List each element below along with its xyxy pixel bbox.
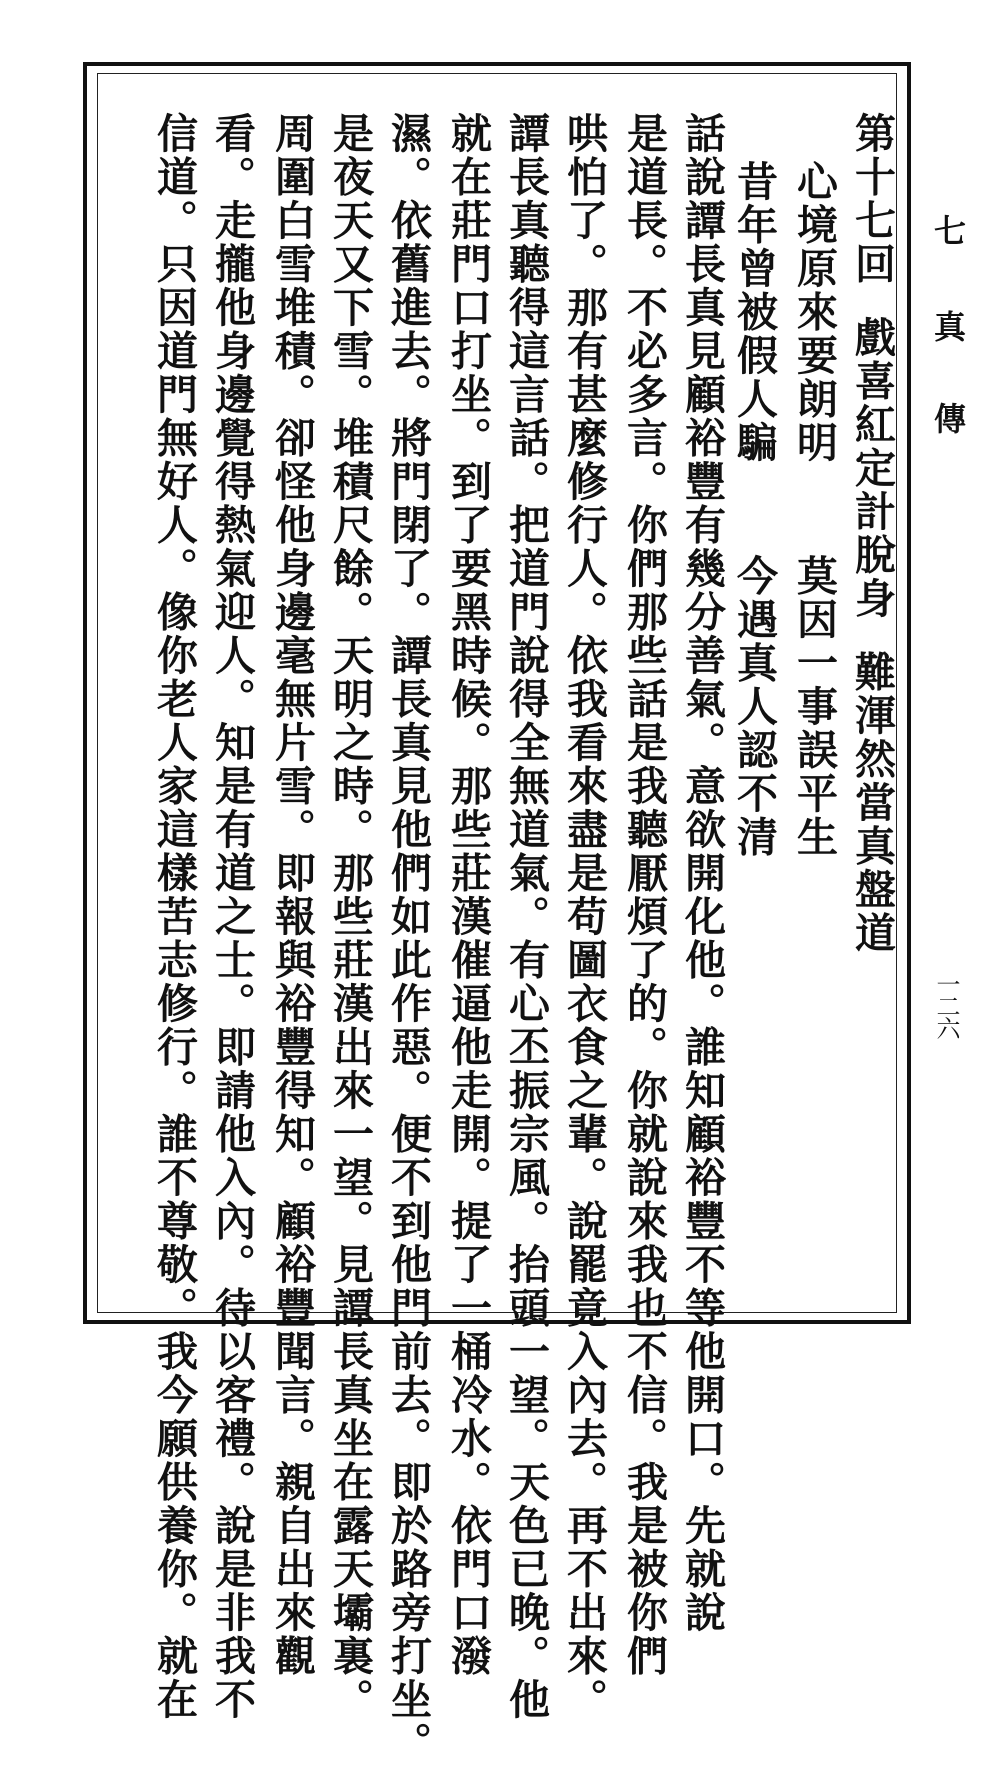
poem-line-3: 昔年曾被假人騙 [730,160,778,465]
chapter-number: 第十七回 [848,112,896,286]
chapter-title-b: 難渾然當真盤道 [848,650,896,955]
body-column: 濕。依舊進去。將門閉了。譚長真見他們如此作惡。便不到他門前去。即於路旁打坐。 [384,112,432,1765]
poem-line-1: 心境原來要朗明 [790,160,838,465]
body-column: 信道。只因道門無好人。像你老人家這樣苦志修行。誰不尊敬。我今願供養你。就在 [150,112,198,1722]
chapter-heading [844,112,900,955]
margin-label-3: 傳 [929,402,967,434]
margin-label-2: 真 [929,310,967,342]
margin-label-1: 七 [929,214,967,246]
body-column: 話說譚長真見顧裕豐有幾分善氣。意欲開化他。誰知顧裕豐不等他開口。先就說 [678,112,726,1635]
body-column: 看。走攏他身邊覺得熱氣迎人。知是有道之士。即請他入內。待以客禮。說是非我不 [208,112,256,1722]
poem-line-4: 今遇真人認不清 [730,554,778,859]
body-column: 是夜天又下雪。堆積尺餘。天明之時。那些莊漢出來一望。見譚長真坐在露天壩裏。 [326,112,374,1722]
body-column: 是道長。不必多言。你們那些話是我聽厭煩了的。你就說來我也不信。我是被你們 [620,112,668,1678]
body-column: 就在莊門口打坐。到了要黑時候。那些莊漢催逼他走開。提了一桶冷水。依門口潑 [444,112,492,1678]
page-number: 一二六 [932,972,960,1038]
chapter-title-a: 戲喜紅定計脫身 [848,316,896,621]
poem-line-2: 莫因一事誤平生 [790,554,838,859]
poem-column-2 [726,160,782,859]
body-column: 譚長真聽得這言話。把道門說得全無道氣。有心丕振宗風。抬頭一望。天色已晚。他 [502,112,550,1722]
poem-column-1 [786,160,842,859]
body-column: 周圍白雪堆積。卻怪他身邊毫無片雪。即報與裕豐得知。顧裕豐聞言。親自出來觀 [268,112,316,1678]
body-column: 哄怕了。那有甚麼修行人。依我看來盡是苟圖衣食之輩。說罷竟入內去。再不出來。 [560,112,608,1722]
